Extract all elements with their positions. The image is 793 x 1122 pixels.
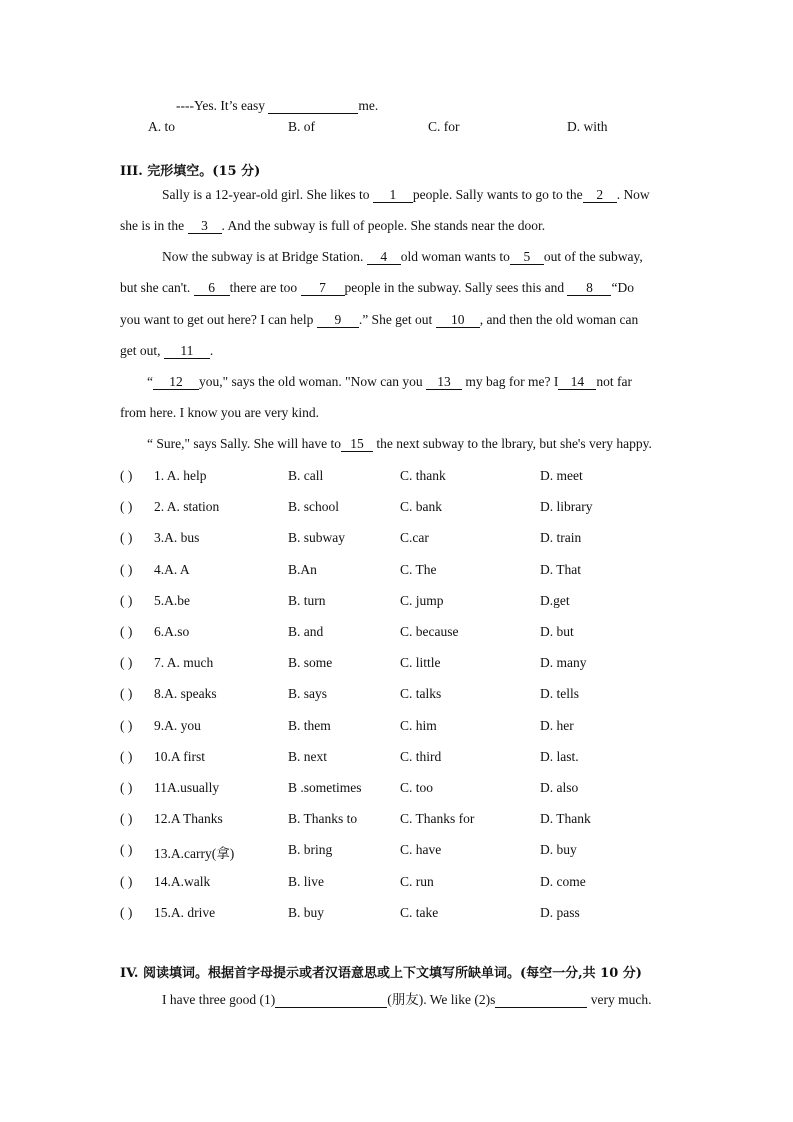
option-c: C. Thanks for [400, 811, 475, 826]
option-c: C. bank [400, 499, 442, 514]
blank-3[interactable]: 3 [188, 219, 222, 234]
option-a: 6.A.so [154, 624, 190, 639]
answer-paren[interactable]: ( ) [120, 624, 133, 639]
passage-text: . Now [616, 187, 650, 202]
prev-question-stem [176, 98, 378, 114]
answer-paren[interactable]: ( ) [120, 842, 133, 857]
option-a: 11A.usually [154, 780, 220, 795]
section4-title: IV. 阅读填词。根据首字母提示或者汉语意思或上下文填写所缺单词。(每空一分,共 10 分) [120, 966, 642, 981]
passage-line-8: from here. I know you are very kind. [120, 405, 320, 420]
blank-13[interactable]: 13 [426, 375, 462, 390]
prev-option-b: B. of [288, 119, 315, 134]
answer-paren[interactable]: ( ) [120, 718, 133, 733]
option-c: C. talks [400, 686, 442, 701]
option-c: C. thank [400, 468, 446, 483]
answer-paren[interactable]: ( ) [120, 530, 133, 545]
section4-text: . We like (2)s [423, 992, 496, 1007]
section4-text: I have three good (1) [162, 992, 276, 1007]
passage-text: my bag for me? I [462, 374, 559, 389]
answer-blank[interactable] [268, 99, 358, 114]
passage-text: Sally is a 12-year-old girl. She likes to [162, 187, 373, 202]
passage-text: the next subway to the lbrary, but she's very happy. [372, 436, 652, 451]
blank-6[interactable]: 6 [194, 281, 230, 296]
passage-text: not far [596, 374, 632, 389]
option-a: 15.A. drive [154, 905, 216, 920]
option-c: C.car [400, 530, 429, 545]
option-b: B. says [288, 686, 328, 701]
option-b: B .sometimes [288, 780, 362, 795]
fill-blank-2[interactable] [495, 993, 587, 1008]
passage-text: “Do [611, 280, 634, 295]
option-a: 2. A. station [154, 499, 220, 514]
prev-option-c: C. for [428, 119, 460, 134]
blank-14[interactable]: 14 [558, 375, 596, 390]
option-c: C. run [400, 874, 434, 889]
option-d: D. library [540, 499, 593, 514]
passage-text: Now the subway is at Bridge Station. [162, 249, 367, 264]
section4-text: very much. [587, 992, 652, 1007]
fill-blank-1[interactable] [275, 993, 387, 1008]
option-a: 4.A. A [154, 562, 190, 577]
answer-paren[interactable]: ( ) [120, 499, 133, 514]
option-d: D. last. [540, 749, 579, 764]
blank-9[interactable]: 9 [317, 313, 359, 328]
option-a: 13.A.carry(拿) [154, 846, 235, 861]
option-a: 10.A first [154, 749, 206, 764]
option-a: 8.A. speaks [154, 686, 217, 701]
passage-line-2 [120, 218, 545, 234]
answer-paren[interactable]: ( ) [120, 749, 133, 764]
option-d: D. buy [540, 842, 577, 857]
passage-line-3 [162, 249, 643, 265]
blank-8[interactable]: 8 [567, 281, 611, 296]
option-a: 5.A.be [154, 593, 190, 608]
option-b: B. school [288, 499, 340, 514]
option-c: C. jump [400, 593, 444, 608]
passage-text: old woman wants to [400, 249, 510, 264]
prev-option-a: A. to [148, 119, 175, 134]
passage-text: but she can't. [120, 280, 194, 295]
option-b: B. Thanks to [288, 811, 358, 826]
section3-title: III. 完形填空。(15 分) [120, 164, 261, 179]
option-a: 1. A. help [154, 468, 207, 483]
chinese-hint: (朋友) [387, 992, 424, 1007]
passage-text: she is in the [120, 218, 188, 233]
passage-text: . [209, 343, 214, 358]
option-d: D. many [540, 655, 587, 670]
option-d: D. tells [540, 686, 579, 701]
answer-paren[interactable]: ( ) [120, 905, 133, 920]
section4-line-1 [162, 988, 651, 1008]
prev-stem-suffix: me. [358, 98, 379, 113]
option-d: D.get [540, 593, 570, 608]
blank-15[interactable]: 15 [341, 437, 373, 452]
answer-paren[interactable]: ( ) [120, 780, 133, 795]
blank-11[interactable]: 11 [164, 344, 210, 359]
answer-paren[interactable]: ( ) [120, 874, 133, 889]
option-b: B. bring [288, 842, 333, 857]
option-c: C. have [400, 842, 442, 857]
blank-1[interactable]: 1 [373, 188, 413, 203]
passage-line-9 [147, 436, 652, 452]
passage-text: “ [147, 374, 153, 389]
answer-paren[interactable]: ( ) [120, 686, 133, 701]
option-b: B.An [288, 562, 317, 577]
option-c: C. too [400, 780, 434, 795]
answer-paren[interactable]: ( ) [120, 468, 133, 483]
blank-7[interactable]: 7 [301, 281, 345, 296]
passage-text: out of the subway, [543, 249, 643, 264]
option-c: C. The [400, 562, 437, 577]
option-d: D. come [540, 874, 586, 889]
option-c: C. little [400, 655, 441, 670]
passage-text: people. Sally wants to go to the [412, 187, 583, 202]
answer-paren[interactable]: ( ) [120, 593, 133, 608]
blank-4[interactable]: 4 [367, 250, 401, 265]
passage-line-5 [120, 312, 638, 328]
prev-stem-prefix: ----Yes. It’s easy [176, 98, 265, 113]
passage-text: you want to get out here? I can help [120, 312, 317, 327]
passage-line-7 [147, 374, 632, 390]
option-a: 7. A. much [154, 655, 214, 670]
option-d: D. pass [540, 905, 580, 920]
option-a: 12.A Thanks [154, 811, 223, 826]
option-b: B. some [288, 655, 333, 670]
option-d: D. That [540, 562, 581, 577]
blank-10[interactable]: 10 [436, 313, 480, 328]
answer-paren[interactable]: ( ) [120, 655, 133, 670]
passage-text: . And the subway is full of people. She stands near the door. [221, 218, 546, 233]
option-d: D. her [540, 718, 574, 733]
passage-line-1 [162, 187, 650, 203]
option-b: B. buy [288, 905, 325, 920]
option-a: 3.A. bus [154, 530, 200, 545]
option-b: B. next [288, 749, 327, 764]
option-d: D. train [540, 530, 582, 545]
option-c: C. third [400, 749, 442, 764]
option-b: B. them [288, 718, 331, 733]
passage-line-4 [120, 280, 634, 296]
blank-2[interactable]: 2 [583, 188, 617, 203]
answer-paren[interactable]: ( ) [120, 811, 133, 826]
option-d: D. also [540, 780, 579, 795]
option-c: C. him [400, 718, 437, 733]
prev-option-d: D. with [567, 119, 608, 134]
passage-text: , and then the old woman can [479, 312, 639, 327]
passage-text: “ Sure," says Sally. She will have to [147, 436, 341, 451]
option-b: B. subway [288, 530, 345, 545]
passage-text: people in the subway. Sally sees this and [344, 280, 568, 295]
blank-12[interactable]: 12 [153, 375, 199, 390]
option-b: B. live [288, 874, 324, 889]
option-b: B. call [288, 468, 324, 483]
option-a: 14.A.walk [154, 874, 211, 889]
option-c: C. take [400, 905, 439, 920]
option-b: B. turn [288, 593, 326, 608]
passage-text: you," says the old woman. "Now can you [199, 374, 426, 389]
option-d: D. Thank [540, 811, 591, 826]
option-a: 9.A. you [154, 718, 201, 733]
option-d: D. but [540, 624, 574, 639]
option-c: C. because [400, 624, 459, 639]
option-b: B. and [288, 624, 324, 639]
passage-text: there are too [229, 280, 301, 295]
answer-paren[interactable]: ( ) [120, 562, 133, 577]
passage-text: get out, [120, 343, 164, 358]
passage-line-6 [120, 343, 213, 359]
blank-5[interactable]: 5 [510, 250, 544, 265]
option-d: D. meet [540, 468, 583, 483]
passage-text: .” She get out [358, 312, 436, 327]
